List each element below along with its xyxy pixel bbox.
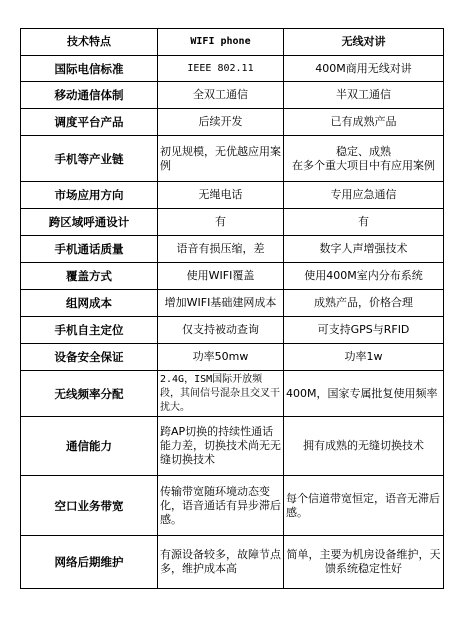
wifi-phone-cell: 增加WIFI基础建网成本 (158, 290, 284, 317)
wifi-phone-cell: 无绳电话 (158, 182, 284, 209)
table-row (21, 82, 444, 109)
feature-cell: 调度平台产品 (21, 109, 158, 136)
feature-cell: 手机等产业链 (21, 136, 158, 182)
comparison-table-container (20, 28, 444, 589)
wifi-phone-cell: 功率50mw (158, 344, 284, 371)
wifi-phone-cell: IEEE 802.11 (158, 56, 284, 82)
feature-cell: 通信能力 (21, 417, 158, 476)
wireless-intercom-cell: 成熟产品，价格合理 (284, 290, 444, 317)
wireless-intercom-cell: 稳定、成熟 在多个重大项目中有应用案例 (284, 136, 444, 182)
wifi-phone-cell: 后续开发 (158, 109, 284, 136)
wifi-phone-cell: 2.4G，ISM国际开放频段，其间信号混杂且交叉干扰大。 (158, 371, 284, 417)
wifi-phone-cell: 有源设备较多，故障节点多，维护成本高 (158, 536, 284, 589)
table-row (21, 536, 444, 589)
table-row (21, 136, 444, 182)
table-row (21, 263, 444, 290)
wireless-intercom-cell: 400M商用无线对讲 (284, 56, 444, 82)
table-row (21, 476, 444, 536)
wifi-phone-cell: 传输带宽随环境动态变化，语音通话有异步滞后感。 (158, 476, 284, 536)
table-row (21, 56, 444, 82)
comparison-table (20, 28, 444, 589)
table-row (21, 182, 444, 209)
wireless-intercom-cell: 有 (284, 209, 444, 236)
feature-cell: 组网成本 (21, 290, 158, 317)
wifi-phone-cell: 有 (158, 209, 284, 236)
table-row (21, 371, 444, 417)
feature-cell: 市场应用方向 (21, 182, 158, 209)
table-row (21, 236, 444, 263)
wireless-intercom-cell: 每个信道带宽恒定，语音无滞后感。 (284, 476, 444, 536)
feature-cell: 网络后期维护 (21, 536, 158, 589)
wifi-phone-cell: 初见规模，无优越应用案例 (158, 136, 284, 182)
feature-cell: 移动通信体制 (21, 82, 158, 109)
header-wifi-phone: WIFI phone (158, 29, 284, 56)
wifi-phone-cell: 语音有损压缩，差 (158, 236, 284, 263)
feature-cell: 国际电信标准 (21, 56, 158, 82)
wifi-phone-cell: 使用WIFI覆盖 (158, 263, 284, 290)
feature-cell: 手机通话质量 (21, 236, 158, 263)
header-feature: 技术特点 (21, 29, 158, 56)
feature-cell: 设备安全保证 (21, 344, 158, 371)
wireless-intercom-cell: 半双工通信 (284, 82, 444, 109)
table-row (21, 417, 444, 476)
feature-cell: 手机自主定位 (21, 317, 158, 344)
table-row (21, 109, 444, 136)
wireless-intercom-cell: 可支持GPS与RFID (284, 317, 444, 344)
wireless-intercom-cell: 拥有成熟的无缝切换技术 (284, 417, 444, 476)
table-row (21, 209, 444, 236)
feature-cell: 空口业务带宽 (21, 476, 158, 536)
table-row (21, 290, 444, 317)
table-header-row (21, 29, 444, 56)
wireless-intercom-cell: 专用应急通信 (284, 182, 444, 209)
feature-cell: 无线频率分配 (21, 371, 158, 417)
wireless-intercom-cell: 简单，主要为机房设备维护，天馈系统稳定性好 (284, 536, 444, 589)
wifi-phone-cell: 跨AP切换的持续性通话能力差，切换技术尚无无缝切换技术 (158, 417, 284, 476)
wifi-phone-cell: 全双工通信 (158, 82, 284, 109)
header-wireless-intercom: 无线对讲 (284, 29, 444, 56)
wifi-phone-cell: 仅支持被动查询 (158, 317, 284, 344)
wireless-intercom-cell: 功率1w (284, 344, 444, 371)
wireless-intercom-cell: 使用400M室内分布系统 (284, 263, 444, 290)
table-row (21, 317, 444, 344)
table-row (21, 344, 444, 371)
wireless-intercom-cell: 数字人声增强技术 (284, 236, 444, 263)
feature-cell: 覆盖方式 (21, 263, 158, 290)
wireless-intercom-cell: 已有成熟产品 (284, 109, 444, 136)
feature-cell: 跨区域呼通设计 (21, 209, 158, 236)
wireless-intercom-cell: 400M，国家专属批复使用频率 (284, 371, 444, 417)
